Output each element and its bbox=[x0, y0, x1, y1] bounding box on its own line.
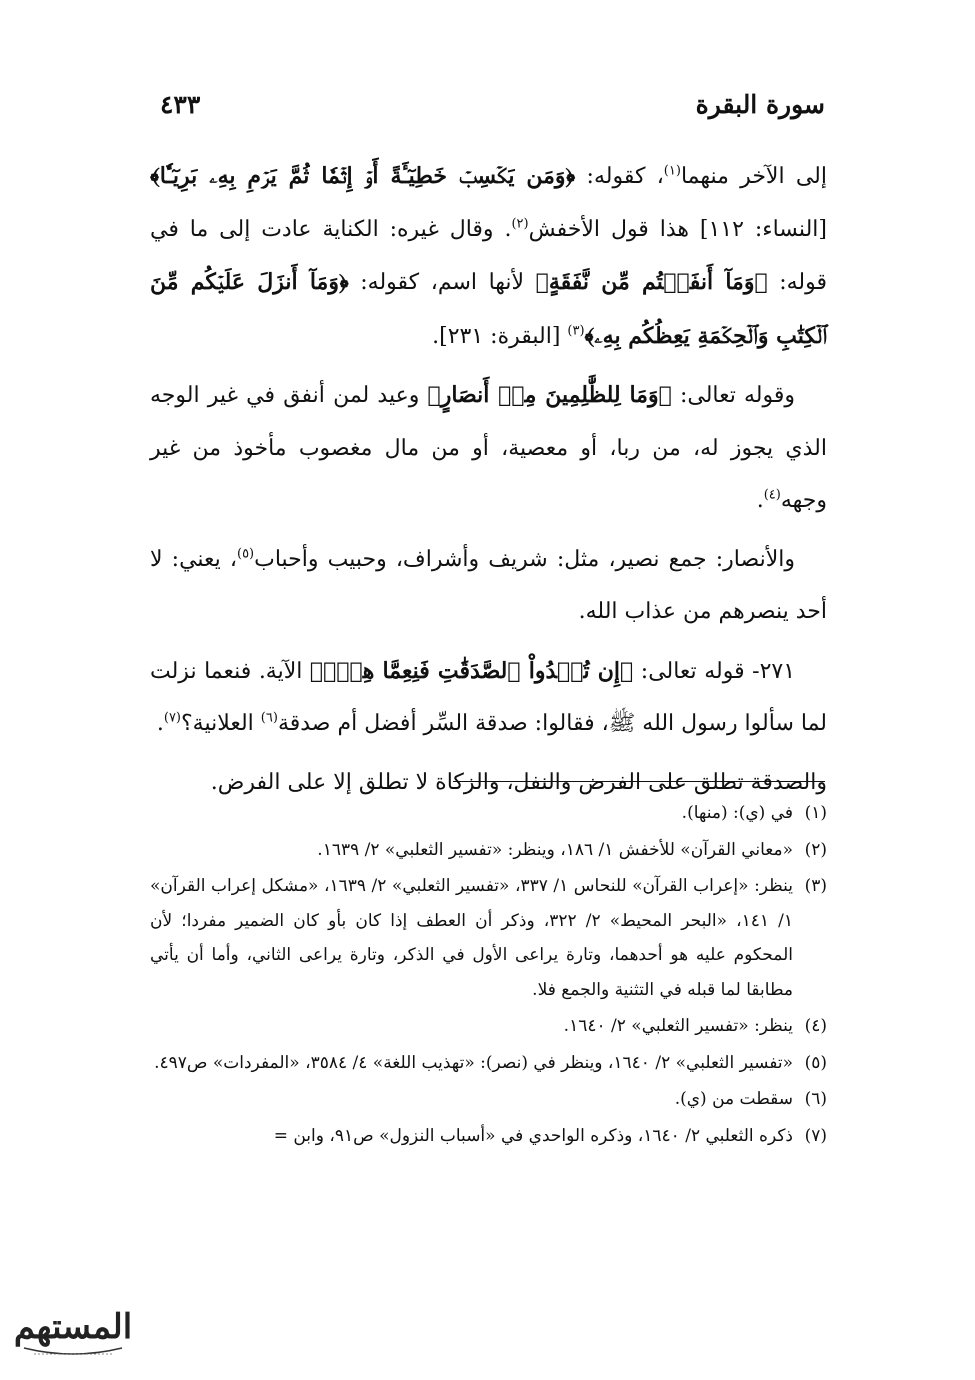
text-run: . bbox=[756, 488, 764, 513]
text-run: العلانية؟ bbox=[181, 711, 261, 736]
page-number: ٤٣٣ bbox=[160, 89, 201, 119]
quran-verse: ﴿وَمَآ أَنفَقۡتُم مِّن نَّفَقَةٍ﴾ bbox=[535, 269, 768, 295]
text-run: والأنصار: جمع نصير، مثل: شريف وأشراف، وحبيب وأحباب bbox=[254, 546, 795, 572]
footnote-ref-6: (٦) bbox=[260, 710, 278, 726]
footnote-text: «معاني القرآن» للأخفش ١/ ١٨٦، وينظر: «تفسير الثعلبي» ٢/ ١٦٣٩. bbox=[317, 839, 793, 860]
paragraph-2 bbox=[150, 369, 827, 528]
paragraph-1 bbox=[150, 150, 827, 363]
paragraph-3 bbox=[150, 534, 827, 639]
footnote bbox=[150, 833, 827, 868]
footnote-number: (٥) bbox=[804, 1052, 827, 1073]
quran-verse: ﴿وَمَا لِلظَّٰلِمِينَ مِنۡ أَنصَارٍ﴾ bbox=[427, 382, 672, 408]
quran-verse: ﴿إِن تُبۡدُواْ ٱلصَّدَقَٰتِ فَنِعِمَّا هِيَۖ﴾ bbox=[309, 657, 634, 684]
footnote-ref-5: (٥) bbox=[236, 546, 255, 562]
footnote-text: في (ي): (منها). bbox=[681, 803, 793, 823]
footnote-text: ذكره الثعلبي ٢/ ١٦٤٠، وذكره الواحدي في «أسباب النزول» ص٩١، وابن = bbox=[273, 1125, 793, 1146]
text-run: [النساء: ١١٢] هذا قول الأخفش bbox=[528, 216, 827, 242]
footnote-text: ينظر: «تفسير الثعلبي» ٢/ ١٦٤٠. bbox=[563, 1016, 793, 1036]
almostahim-logo-icon bbox=[14, 1290, 132, 1368]
footnote-text: «تفسير الثعلبي» ٢/ ١٦٤٠، وينظر في (نصر): «تهذيب اللغة» ٤/ ٣٥٨٤، «المفردات» ص٤٩٧. bbox=[154, 1052, 793, 1073]
footnote-ref-7: (٧) bbox=[163, 710, 181, 726]
text-run: ، يعني: لا أحد ينصرهم من عذاب الله. bbox=[150, 546, 827, 624]
footnote-ref-1: (١) bbox=[663, 163, 681, 179]
quran-verse: ﴿وَمَآ أَنزَلَ عَلَيۡكُم مِّنَ ٱلۡكِتَٰبِ وَٱلۡحِكۡمَةِ يَعِظُكُم بِهِۦ﴾ bbox=[150, 269, 827, 349]
text-run: ٢٧١- قوله تعالى: bbox=[633, 658, 796, 684]
footnote-text: سقطت من (ي). bbox=[674, 1089, 793, 1109]
footnotes bbox=[150, 796, 827, 1155]
footnote bbox=[150, 1009, 827, 1044]
footnote-number: (٢) bbox=[804, 839, 827, 860]
footnote-number: (٣) bbox=[804, 876, 827, 896]
paragraph-4 bbox=[150, 645, 827, 751]
text-run: الآية. فنعما نزلت لما سألوا رسول الله ﷺ، فقالوا: صدقة السِّر أفضل أم صدقة bbox=[150, 658, 827, 736]
logo-text: المستهم bbox=[14, 1307, 132, 1347]
footnote bbox=[150, 796, 827, 831]
text-run: وعيد لمن أنفق في غير الوجه الذي يجوز له، من ربا، أو معصية، أو من مال مغصوب مأخوذ من غير وجهه bbox=[150, 383, 827, 513]
text-run: لأنها اسم، كقوله: bbox=[348, 270, 536, 295]
footnote-ref-4: (٤) bbox=[763, 487, 781, 503]
main-text bbox=[150, 150, 827, 815]
text-run: وقوله تعالى: bbox=[671, 383, 796, 408]
footnote-number: (٧) bbox=[804, 1125, 827, 1146]
footnote-number: (٤) bbox=[804, 1016, 827, 1036]
footnote bbox=[150, 1082, 827, 1117]
quran-verse: ﴿وَمَن يَكۡسِبۡ خَطِيٓـَٔةً أَوۡ إِثۡمٗا ثُمَّ يَرۡمِ بِهِۦ بَرِيٓـٔٗا﴾ bbox=[150, 163, 576, 189]
text-run: ، كقوله: bbox=[575, 164, 664, 189]
footnote-ref-3: (٣) bbox=[567, 323, 585, 339]
paragraph-5: والصدقة تطلق على الفرض والنفل، والزكاة لا تطلق إلا على الفرض. bbox=[210, 769, 827, 795]
footnote-ref-2: (٢) bbox=[511, 216, 529, 232]
footnote bbox=[150, 1119, 827, 1154]
footnote bbox=[150, 1046, 827, 1081]
text-run: . bbox=[156, 711, 164, 736]
surah-title: سورة البقرة bbox=[695, 89, 825, 119]
footnote bbox=[150, 869, 827, 1007]
footnote-number: (١) bbox=[804, 803, 827, 823]
running-header bbox=[160, 84, 825, 124]
text-run: [البقرة: ٢٣١]. bbox=[432, 323, 568, 349]
text-run: . وقال غيره: الكناية عادت إلى ما في قوله: bbox=[150, 216, 828, 295]
text-run: إلى الآخر منهما bbox=[680, 164, 827, 189]
footnote-text: ينظر: «إعراب القرآن» للنحاس ١/ ٣٣٧، «تفسير الثعلبي» ٢/ ١٦٣٩، «مشكل إعراب القرآن» ١/ ١٤١، «البحر المحيط» ٢/ ٣٢٢، وذكر أن العطف إذا كان بأو كان الضمير مفردا؛ لأن المحكوم عليه هو أحدهما، وتارة يراعى الأول في الذكر، وتارة يراعى الثاني، وأما أن يأتي مطابقا لما قبله في التثنية والجمع فلا. bbox=[150, 876, 794, 1000]
footnote-number: (٦) bbox=[804, 1089, 827, 1109]
footnote-separator bbox=[453, 781, 825, 782]
